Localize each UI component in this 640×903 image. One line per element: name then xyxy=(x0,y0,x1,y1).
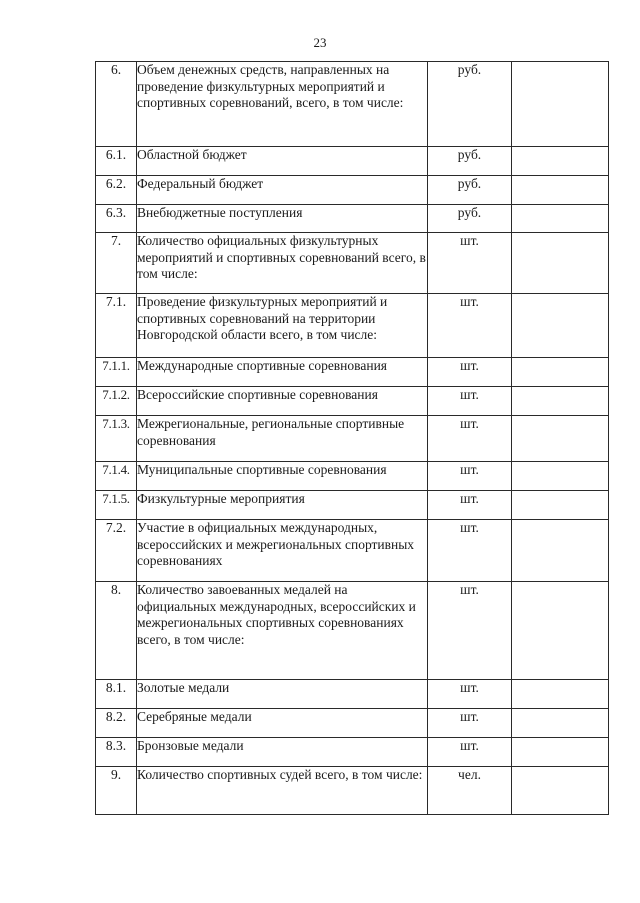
row-number: 6.3. xyxy=(96,205,137,233)
row-value xyxy=(512,233,609,294)
row-value xyxy=(512,709,609,738)
row-number: 7.1.2. xyxy=(96,387,137,416)
row-number: 7.1. xyxy=(96,294,137,358)
row-unit: руб. xyxy=(428,147,512,176)
row-value xyxy=(512,147,609,176)
row-number: 7.1.5. xyxy=(96,491,137,520)
row-value xyxy=(512,358,609,387)
row-unit: руб. xyxy=(428,205,512,233)
row-name: Федеральный бюджет xyxy=(137,176,428,205)
row-unit: шт. xyxy=(428,680,512,709)
row-name: Физкультурные мероприятия xyxy=(137,491,428,520)
row-unit: шт. xyxy=(428,709,512,738)
row-value xyxy=(512,62,609,147)
row-value xyxy=(512,680,609,709)
row-unit: шт. xyxy=(428,416,512,462)
table-row xyxy=(96,176,609,205)
row-number: 6. xyxy=(96,62,137,147)
row-unit: шт. xyxy=(428,233,512,294)
row-name: Проведение физкультурных мероприятий и спортивных соревнований на территории Новгородской области всего, в том числе: xyxy=(137,294,428,358)
row-number: 7.1.4. xyxy=(96,462,137,491)
row-unit: шт. xyxy=(428,582,512,680)
row-unit: шт. xyxy=(428,520,512,582)
row-number: 8. xyxy=(96,582,137,680)
row-number: 7.1.1. xyxy=(96,358,137,387)
table-row xyxy=(96,358,609,387)
table-row xyxy=(96,520,609,582)
row-unit: руб. xyxy=(428,62,512,147)
row-name: Бронзовые медали xyxy=(137,738,428,767)
row-name: Внебюджетные поступления xyxy=(137,205,428,233)
row-value xyxy=(512,387,609,416)
row-value xyxy=(512,176,609,205)
row-value xyxy=(512,491,609,520)
row-number: 9. xyxy=(96,767,137,815)
row-number: 7. xyxy=(96,233,137,294)
row-unit: шт. xyxy=(428,294,512,358)
row-value xyxy=(512,767,609,815)
row-unit: шт. xyxy=(428,387,512,416)
table-row xyxy=(96,147,609,176)
page-number: 23 xyxy=(313,35,327,50)
table-row xyxy=(96,462,609,491)
row-name: Муниципальные спортивные соревнования xyxy=(137,462,428,491)
table-row xyxy=(96,680,609,709)
row-number: 6.2. xyxy=(96,176,137,205)
row-value xyxy=(512,205,609,233)
row-value xyxy=(512,462,609,491)
row-number: 7.1.3. xyxy=(96,416,137,462)
table-row xyxy=(96,294,609,358)
row-name: Количество официальных физкультурных мероприятий и спортивных соревнований всего, в том числе: xyxy=(137,233,428,294)
row-name: Золотые медали xyxy=(137,680,428,709)
row-number: 8.2. xyxy=(96,709,137,738)
table-row xyxy=(96,233,609,294)
table-row xyxy=(96,709,609,738)
row-name: Количество завоеванных медалей на официальных международных, всероссийских и межрегиональных спортивных соревнованиях всего, в том числе: xyxy=(137,582,428,680)
indicators-table xyxy=(95,61,609,815)
row-unit: руб. xyxy=(428,176,512,205)
row-name: Всероссийские спортивные соревнования xyxy=(137,387,428,416)
row-number: 8.3. xyxy=(96,738,137,767)
row-unit: шт. xyxy=(428,491,512,520)
table-row xyxy=(96,205,609,233)
row-unit: шт. xyxy=(428,738,512,767)
row-unit: шт. xyxy=(428,462,512,491)
row-name: Областной бюджет xyxy=(137,147,428,176)
row-number: 7.2. xyxy=(96,520,137,582)
row-name: Количество спортивных судей всего, в том числе: xyxy=(137,767,428,815)
table-row xyxy=(96,767,609,815)
row-name: Межрегиональные, региональные спортивные соревнования xyxy=(137,416,428,462)
table-row xyxy=(96,416,609,462)
table-row xyxy=(96,387,609,416)
row-number: 6.1. xyxy=(96,147,137,176)
row-value xyxy=(512,416,609,462)
row-value xyxy=(512,738,609,767)
row-unit: чел. xyxy=(428,767,512,815)
row-value xyxy=(512,294,609,358)
row-value xyxy=(512,520,609,582)
row-name: Объем денежных средств, направленных на проведение физкультурных мероприятий и спортивных соревнований, всего, в том числе: xyxy=(137,62,428,147)
table-row xyxy=(96,582,609,680)
row-unit: шт. xyxy=(428,358,512,387)
table-row xyxy=(96,62,609,147)
row-value xyxy=(512,582,609,680)
row-name: Участие в официальных международных, всероссийских и межрегиональных спортивных соревнованиях xyxy=(137,520,428,582)
row-number: 8.1. xyxy=(96,680,137,709)
row-name: Международные спортивные соревнования xyxy=(137,358,428,387)
table-row xyxy=(96,738,609,767)
table-row xyxy=(96,491,609,520)
row-name: Серебряные медали xyxy=(137,709,428,738)
